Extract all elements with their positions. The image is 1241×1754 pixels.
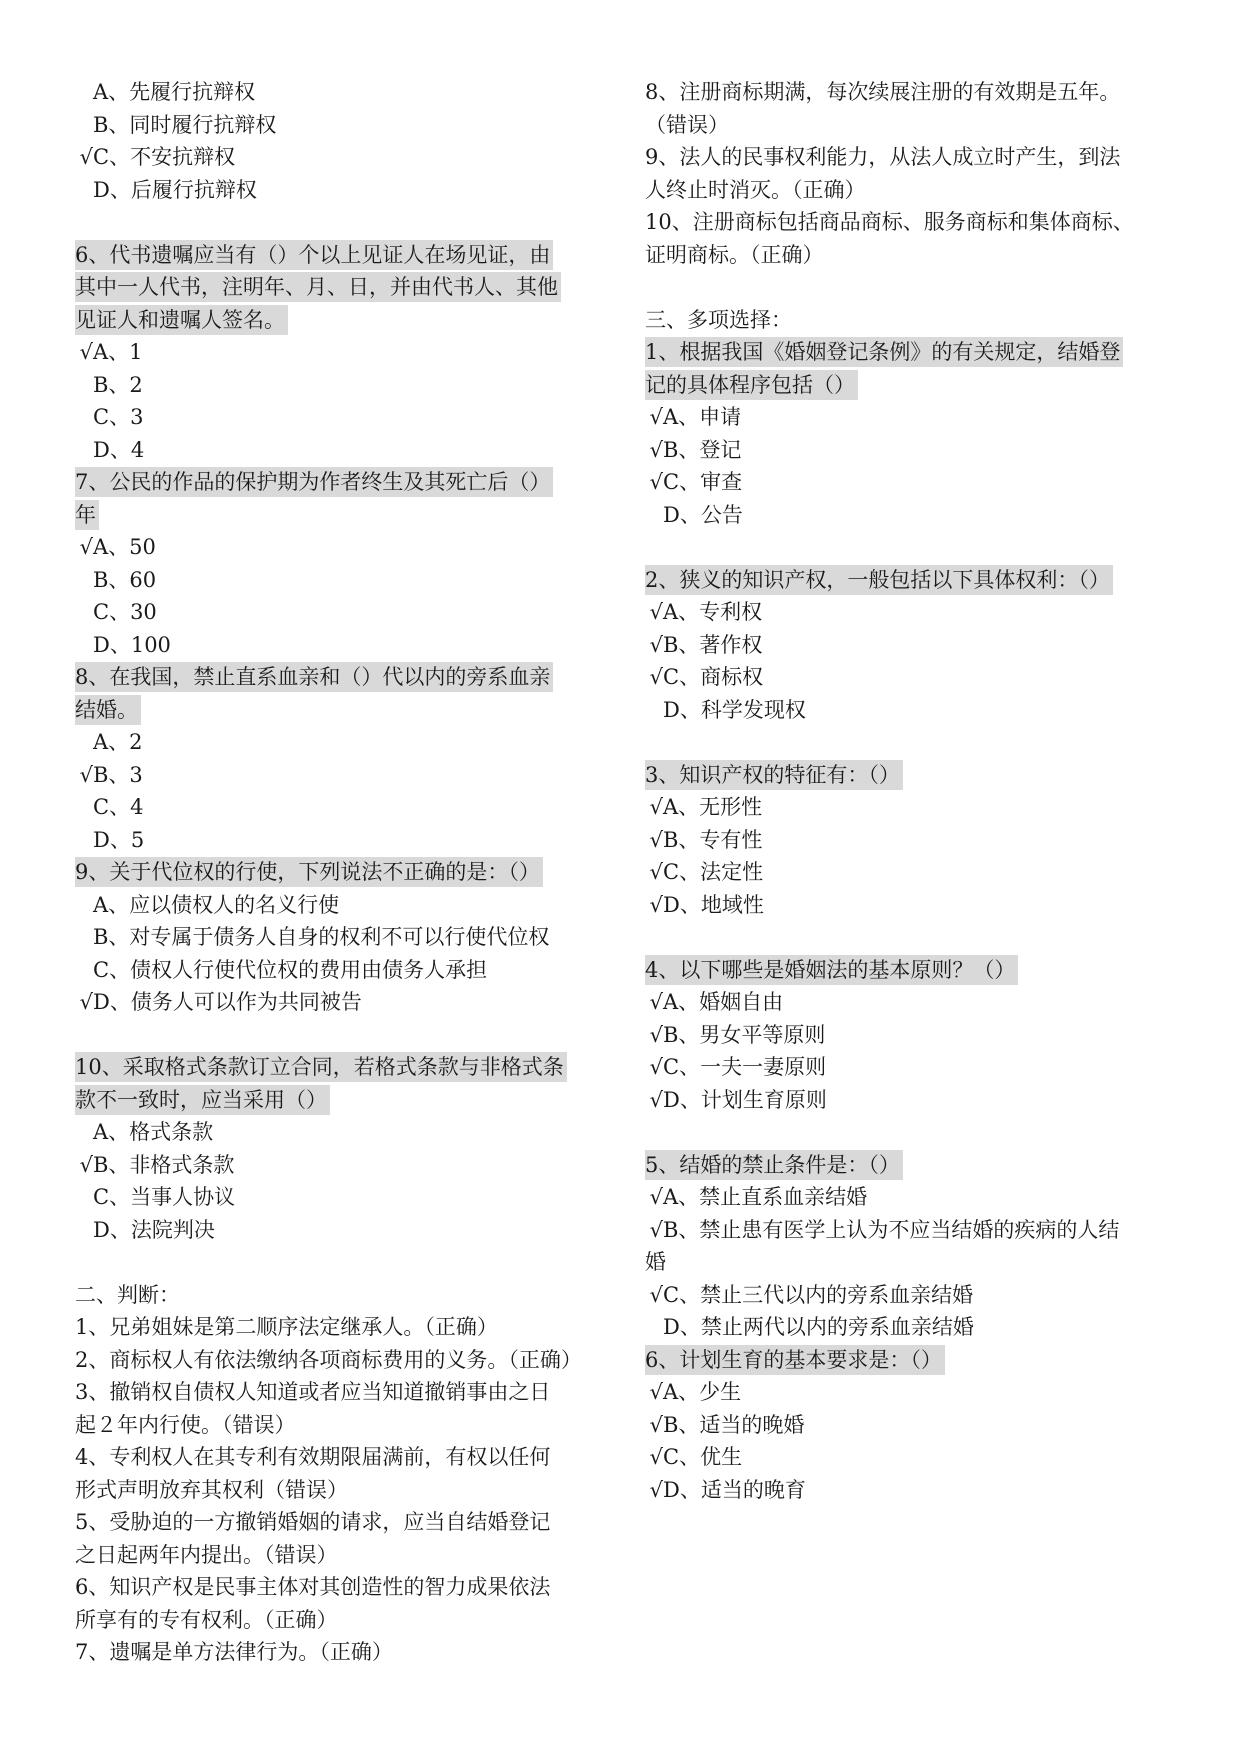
option-text: B、著作权 <box>663 632 763 657</box>
question-text: 7、公民的作品的保护期为作者终生及其死亡后（） <box>75 467 553 497</box>
text-line: 所享有的专有权利。（正确） <box>75 1607 338 1632</box>
check-mark: √ <box>649 1412 663 1437</box>
option-text: C、优生 <box>663 1445 743 1469</box>
option-text: B、专有性 <box>663 827 763 852</box>
option-text: B、非格式条款 <box>93 1152 235 1177</box>
answer-option <box>645 1214 1185 1247</box>
option-text: A、禁止直系血亲结婚 <box>663 1185 868 1209</box>
answer-option <box>645 889 1185 922</box>
text-line: 5、受胁迫的一方撤销婚姻的请求，应当自结婚登记 <box>75 1510 551 1534</box>
check-mark: √ <box>79 535 93 559</box>
question-text: 3、知识产权的特征有：（） <box>645 760 903 790</box>
check-mark: √ <box>649 1055 663 1079</box>
check-mark: √ <box>649 405 663 429</box>
text-line: 1、兄弟姐妹是第二顺序法定继承人。（正确） <box>75 1315 498 1339</box>
option-text: C、商标权 <box>663 665 764 689</box>
answer-option <box>75 109 605 142</box>
text-line: 之日起两年内提出。（错误） <box>75 1542 338 1567</box>
question-text: 结婚。 <box>75 695 141 725</box>
answer-option <box>75 629 605 662</box>
answer-option <box>75 1116 605 1149</box>
option-text: D、计划生育原则 <box>663 1087 827 1112</box>
option-text: D、债务人可以作为共同被告 <box>93 990 362 1014</box>
answer-option <box>645 1376 1185 1409</box>
answer-option <box>75 434 605 467</box>
answer-option <box>75 1149 605 1182</box>
check-mark: √ <box>649 1185 663 1209</box>
answer-option <box>645 1181 1185 1214</box>
option-text: D、科学发现权 <box>663 697 806 722</box>
text-line: 8、注册商标期满，每次续展注册的有效期是五年。 <box>645 80 1121 104</box>
option-text: C、30 <box>93 600 157 624</box>
question-line <box>645 1344 1185 1377</box>
answer-option <box>75 174 605 207</box>
option-text: A、1 <box>93 340 143 364</box>
text-line: 证明商标。（正确） <box>645 242 824 267</box>
question-text: 9、关于代位权的行使，下列说法不正确的是：（） <box>75 857 543 887</box>
option-text: A、应以债权人的名义行使 <box>93 892 340 917</box>
answer-option <box>645 1311 1185 1344</box>
answer-option <box>75 921 605 954</box>
check-mark: √ <box>79 145 93 169</box>
question-text: 款不一致时，应当采用（） <box>75 1085 330 1115</box>
option-text: D、法院判决 <box>93 1217 215 1242</box>
option-text: B、对专属于债务人自身的权利不可以行使代位权 <box>93 925 550 949</box>
answer-option <box>75 531 605 564</box>
answer-option <box>645 1441 1185 1474</box>
spacer <box>75 1246 605 1279</box>
option-text: D、100 <box>93 632 171 657</box>
question-line <box>75 661 605 694</box>
option-text: B、60 <box>93 567 157 592</box>
answer-option <box>645 596 1185 629</box>
check-mark: √ <box>649 795 663 819</box>
question-line <box>645 759 1185 792</box>
check-mark: √ <box>649 437 663 462</box>
option-text: A、申请 <box>663 405 742 429</box>
option-text: C、当事人协议 <box>93 1185 236 1209</box>
option-text: C、审查 <box>663 470 743 494</box>
answer-option <box>645 856 1185 889</box>
check-mark: √ <box>649 827 663 852</box>
spacer <box>75 1019 605 1052</box>
check-mark: √ <box>649 990 663 1014</box>
answer-option <box>75 986 605 1019</box>
question-line <box>75 694 605 727</box>
check-mark: √ <box>649 600 663 624</box>
answer-option <box>75 336 605 369</box>
spacer <box>645 921 1185 954</box>
check-mark: √ <box>649 632 663 657</box>
option-text: B、禁止患有医学上认为不应当结婚的疾病的人结 <box>663 1217 1120 1242</box>
option-text: B、3 <box>93 762 143 787</box>
answer-option <box>75 76 605 109</box>
text-line: 6、知识产权是民事主体对其创造性的智力成果依法 <box>75 1575 551 1599</box>
option-text: D、适当的晚育 <box>663 1477 806 1502</box>
check-mark: √ <box>649 1380 663 1404</box>
option-text: D、地域性 <box>663 892 764 917</box>
question-line <box>645 954 1185 987</box>
check-mark: √ <box>79 762 93 787</box>
option-text: C、债权人行使代位权的费用由债务人承担 <box>93 957 488 982</box>
spacer <box>645 1116 1185 1149</box>
option-text: A、50 <box>93 535 156 559</box>
text-line: 9、法人的民事权利能力，从法人成立时产生，到法 <box>645 145 1121 169</box>
check-mark: √ <box>79 340 93 364</box>
question-text: 2、狭义的知识产权，一般包括以下具体权利：（） <box>645 565 1113 595</box>
question-text: 4、以下哪些是婚姻法的基本原则？（） <box>645 955 1018 985</box>
text-line: 形式声明放弃其权利（错误） <box>75 1477 348 1502</box>
text-line: 2、商标权人有依法缴纳各项商标费用的义务。（正确） <box>75 1347 582 1372</box>
option-text: B、适当的晚婚 <box>663 1412 805 1437</box>
question-text: 记的具体程序包括（） <box>645 370 858 400</box>
question-line <box>75 1084 605 1117</box>
text-line: 3、撤销权自债权人知道或者应当知道撤销事由之日 <box>75 1380 551 1404</box>
text-line: 婚 <box>645 1250 666 1274</box>
check-mark: √ <box>649 1022 663 1047</box>
check-mark: √ <box>649 470 663 494</box>
question-line <box>75 271 605 304</box>
option-text: D、公告 <box>663 502 743 527</box>
question-text: 6、计划生育的基本要求是：（） <box>645 1345 945 1375</box>
spacer <box>645 531 1185 564</box>
option-text: C、法定性 <box>663 860 764 884</box>
question-line <box>645 1149 1185 1182</box>
option-text: C、一夫一妻原则 <box>663 1055 827 1079</box>
answer-option <box>75 1214 605 1247</box>
option-text: B、登记 <box>663 437 742 462</box>
answer-option <box>75 1181 605 1214</box>
answer-option <box>645 466 1185 499</box>
answer-option <box>645 1084 1185 1117</box>
option-text: B、2 <box>93 372 143 397</box>
option-text: C、3 <box>93 405 144 429</box>
answer-option <box>75 824 605 857</box>
answer-option <box>75 791 605 824</box>
answer-option <box>645 986 1185 1019</box>
question-text: 10、采取格式条款订立合同，若格式条款与非格式条 <box>75 1052 567 1082</box>
text-line: 人终止时消灭。（正确） <box>645 177 866 202</box>
check-mark: √ <box>649 1282 663 1307</box>
answer-option <box>645 824 1185 857</box>
option-text: A、专利权 <box>663 600 763 624</box>
question-text: 年 <box>75 500 99 530</box>
question-text: 见证人和遗嘱人签名。 <box>75 305 288 335</box>
right-column <box>645 76 1185 1506</box>
option-text: D、5 <box>93 827 145 852</box>
answer-option <box>75 401 605 434</box>
question-line <box>75 239 605 272</box>
answer-option <box>645 629 1185 662</box>
answer-option <box>645 499 1185 532</box>
question-text: 5、结婚的禁止条件是：（） <box>645 1150 903 1180</box>
answer-option <box>645 1051 1185 1084</box>
answer-option <box>75 726 605 759</box>
check-mark: √ <box>649 1087 663 1112</box>
answer-option <box>645 661 1185 694</box>
text-line: （错误） <box>645 112 729 137</box>
option-text: C、禁止三代以内的旁系血亲结婚 <box>663 1282 974 1307</box>
text-line: 起２年内行使。（错误） <box>75 1412 296 1437</box>
option-text: A、婚姻自由 <box>663 990 784 1014</box>
text-line: 4、专利权人在其专利有效期限届满前，有权以任何 <box>75 1445 551 1469</box>
check-mark: √ <box>79 990 93 1014</box>
answer-option <box>75 889 605 922</box>
text-line: 二、判断： <box>75 1282 180 1307</box>
check-mark: √ <box>649 892 663 917</box>
question-line <box>645 336 1185 369</box>
option-text: C、不安抗辩权 <box>93 145 236 169</box>
check-mark: √ <box>649 1445 663 1469</box>
answer-option <box>645 434 1185 467</box>
answer-option <box>645 1279 1185 1312</box>
answer-option <box>645 401 1185 434</box>
check-mark: √ <box>649 1217 663 1242</box>
question-line <box>75 499 605 532</box>
option-text: A、无形性 <box>663 795 763 819</box>
text-line: 三、多项选择： <box>645 307 792 332</box>
check-mark: √ <box>649 1477 663 1502</box>
text-line: 7、遗嘱是单方法律行为。（正确） <box>75 1640 393 1664</box>
question-line <box>75 304 605 337</box>
question-line <box>75 466 605 499</box>
answer-option <box>75 759 605 792</box>
answer-option <box>75 564 605 597</box>
option-text: D、后履行抗辩权 <box>93 177 257 202</box>
question-text: 其中一人代书，注明年、月、日，并由代书人、其他 <box>75 272 561 302</box>
question-line <box>75 1051 605 1084</box>
option-text: A、2 <box>93 730 143 754</box>
answer-option <box>75 596 605 629</box>
question-text: 1、根据我国《婚姻登记条例》的有关规定，结婚登 <box>645 337 1123 367</box>
question-text: 8、在我国，禁止直系血亲和（）代以内的旁系血亲 <box>75 662 553 692</box>
answer-option <box>645 1409 1185 1442</box>
answer-option <box>645 791 1185 824</box>
text-line: 10、注册商标包括商品商标、服务商标和集体商标、 <box>645 210 1134 234</box>
answer-option <box>75 954 605 987</box>
answer-option <box>645 1474 1185 1507</box>
check-mark: √ <box>79 1152 93 1177</box>
answer-option <box>645 1019 1185 1052</box>
question-line <box>645 564 1185 597</box>
answer-option <box>75 141 605 174</box>
question-line <box>645 369 1185 402</box>
option-text: B、同时履行抗辩权 <box>93 112 277 137</box>
option-text: D、禁止两代以内的旁系血亲结婚 <box>663 1315 974 1339</box>
left-column <box>75 76 605 1669</box>
option-text: A、少生 <box>663 1380 742 1404</box>
option-text: B、男女平等原则 <box>663 1022 826 1047</box>
option-text: A、先履行抗辩权 <box>93 80 256 104</box>
spacer <box>645 726 1185 759</box>
answer-option <box>75 369 605 402</box>
spacer <box>645 271 1185 304</box>
option-text: C、4 <box>93 795 144 819</box>
question-text: 6、代书遗嘱应当有（）个以上见证人在场见证，由 <box>75 240 553 270</box>
spacer <box>75 206 605 239</box>
option-text: A、格式条款 <box>93 1120 214 1144</box>
check-mark: √ <box>649 860 663 884</box>
answer-option <box>645 694 1185 727</box>
question-line <box>75 856 605 889</box>
check-mark: √ <box>649 665 663 689</box>
option-text: D、4 <box>93 437 145 462</box>
